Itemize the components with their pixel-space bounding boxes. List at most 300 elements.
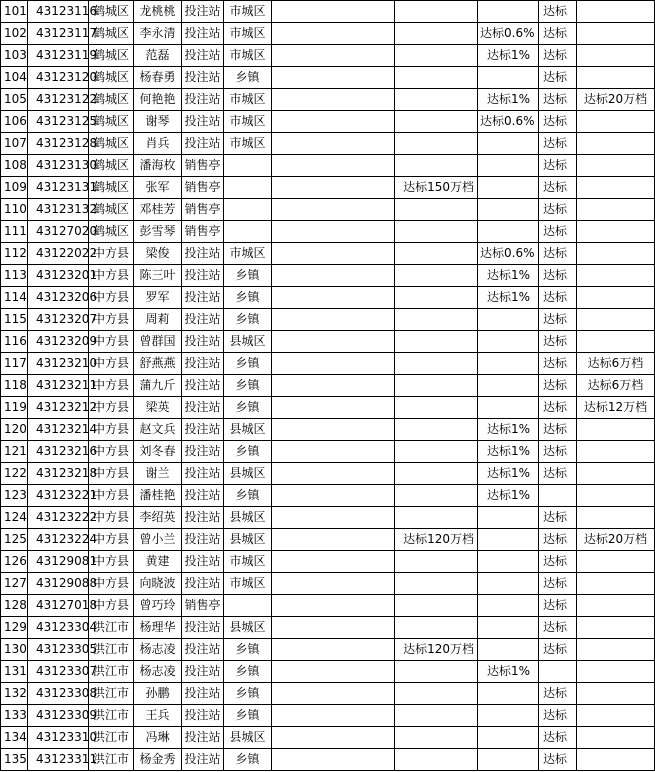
rate-cell: 达标1% — [478, 661, 539, 683]
area-cell — [224, 221, 272, 243]
station-type-cell: 投注站 — [182, 419, 224, 441]
sales-tier-cell — [395, 353, 478, 375]
area-cell: 乡镇 — [224, 485, 272, 507]
status-cell: 达标 — [539, 441, 577, 463]
sales-tier-cell — [395, 683, 478, 705]
station-id-cell: 43122022 — [28, 243, 89, 265]
rate-cell: 达标1% — [478, 287, 539, 309]
bonus-tier-cell — [577, 661, 655, 683]
status-cell: 达标 — [539, 353, 577, 375]
area-cell: 市城区 — [224, 551, 272, 573]
blank-cell — [272, 551, 395, 573]
blank-cell — [272, 375, 395, 397]
area-cell: 乡镇 — [224, 661, 272, 683]
blank-cell — [272, 155, 395, 177]
table-row — [1, 265, 655, 287]
station-id-cell: 43123206 — [28, 287, 89, 309]
blank-cell — [272, 441, 395, 463]
area-cell: 乡镇 — [224, 639, 272, 661]
district-cell: 中方县 — [89, 463, 134, 485]
rate-cell — [478, 507, 539, 529]
station-type-cell: 投注站 — [182, 727, 224, 749]
row-number-cell: 115 — [1, 309, 28, 331]
status-cell: 达标 — [539, 89, 577, 111]
row-number-cell: 124 — [1, 507, 28, 529]
sales-tier-cell — [395, 111, 478, 133]
bonus-tier-cell — [577, 265, 655, 287]
owner-name-cell: 张军 — [134, 177, 182, 199]
station-type-cell: 销售亭 — [182, 595, 224, 617]
row-number-cell: 133 — [1, 705, 28, 727]
status-cell — [539, 661, 577, 683]
district-cell: 中方县 — [89, 529, 134, 551]
station-type-cell: 投注站 — [182, 331, 224, 353]
district-cell: 鹤城区 — [89, 133, 134, 155]
blank-cell — [272, 133, 395, 155]
blank-cell — [272, 111, 395, 133]
area-cell: 县城区 — [224, 727, 272, 749]
owner-name-cell: 李永清 — [134, 23, 182, 45]
rate-cell: 达标1% — [478, 45, 539, 67]
blank-cell — [272, 727, 395, 749]
row-number-cell: 110 — [1, 199, 28, 221]
station-type-cell: 投注站 — [182, 441, 224, 463]
table-row — [1, 1, 655, 23]
station-id-cell: 43123210 — [28, 353, 89, 375]
area-cell — [224, 595, 272, 617]
owner-name-cell: 陈三叶 — [134, 265, 182, 287]
sales-tier-cell — [395, 595, 478, 617]
station-id-cell: 43123122 — [28, 89, 89, 111]
bonus-tier-cell — [577, 155, 655, 177]
station-id-cell: 43123207 — [28, 309, 89, 331]
sales-tier-cell — [395, 133, 478, 155]
rate-cell: 达标1% — [478, 485, 539, 507]
owner-name-cell: 王兵 — [134, 705, 182, 727]
station-type-cell: 销售亭 — [182, 221, 224, 243]
area-cell: 乡镇 — [224, 705, 272, 727]
rate-cell — [478, 529, 539, 551]
district-cell: 中方县 — [89, 287, 134, 309]
district-cell: 洪江市 — [89, 617, 134, 639]
owner-name-cell: 杨志凌 — [134, 661, 182, 683]
status-cell: 达标 — [539, 749, 577, 771]
sales-tier-cell — [395, 45, 478, 67]
blank-cell — [272, 353, 395, 375]
station-id-cell: 43123304 — [28, 617, 89, 639]
sales-tier-cell — [395, 89, 478, 111]
row-number-cell: 130 — [1, 639, 28, 661]
rate-cell — [478, 397, 539, 419]
status-cell: 达标 — [539, 397, 577, 419]
district-cell: 鹤城区 — [89, 1, 134, 23]
bonus-tier-cell — [577, 551, 655, 573]
rate-cell — [478, 551, 539, 573]
bonus-tier-cell — [577, 221, 655, 243]
row-number-cell: 106 — [1, 111, 28, 133]
table-row — [1, 705, 655, 727]
blank-cell — [272, 221, 395, 243]
row-number-cell: 112 — [1, 243, 28, 265]
owner-name-cell: 梁英 — [134, 397, 182, 419]
station-type-cell: 投注站 — [182, 507, 224, 529]
sales-tier-cell — [395, 199, 478, 221]
district-cell: 中方县 — [89, 507, 134, 529]
table-row — [1, 155, 655, 177]
area-cell: 县城区 — [224, 331, 272, 353]
status-cell: 达标 — [539, 727, 577, 749]
sales-tier-cell: 达标120万档 — [395, 639, 478, 661]
area-cell: 县城区 — [224, 463, 272, 485]
blank-cell — [272, 67, 395, 89]
status-cell: 达标 — [539, 463, 577, 485]
status-cell: 达标 — [539, 331, 577, 353]
owner-name-cell: 范磊 — [134, 45, 182, 67]
row-number-cell: 117 — [1, 353, 28, 375]
bonus-tier-cell — [577, 199, 655, 221]
station-id-cell: 43123132 — [28, 199, 89, 221]
station-type-cell: 投注站 — [182, 573, 224, 595]
station-id-cell: 43123307 — [28, 661, 89, 683]
owner-name-cell: 曾巧玲 — [134, 595, 182, 617]
district-cell: 洪江市 — [89, 639, 134, 661]
station-type-cell: 投注站 — [182, 529, 224, 551]
bonus-tier-cell — [577, 243, 655, 265]
district-cell: 中方县 — [89, 485, 134, 507]
blank-cell — [272, 485, 395, 507]
blank-cell — [272, 617, 395, 639]
owner-name-cell: 曾小兰 — [134, 529, 182, 551]
sales-tier-cell — [395, 375, 478, 397]
blank-cell — [272, 331, 395, 353]
sales-tier-cell — [395, 705, 478, 727]
owner-name-cell: 周莉 — [134, 309, 182, 331]
bonus-tier-cell — [577, 287, 655, 309]
table-row — [1, 551, 655, 573]
sales-tier-cell — [395, 331, 478, 353]
district-cell: 中方县 — [89, 265, 134, 287]
row-number-cell: 109 — [1, 177, 28, 199]
rate-cell — [478, 155, 539, 177]
blank-cell — [272, 507, 395, 529]
status-cell: 达标 — [539, 705, 577, 727]
bonus-tier-cell: 达标20万档 — [577, 529, 655, 551]
table-row — [1, 419, 655, 441]
station-id-cell: 43123116 — [28, 1, 89, 23]
table-row — [1, 353, 655, 375]
station-id-cell: 43129088 — [28, 573, 89, 595]
station-id-cell: 43123209 — [28, 331, 89, 353]
owner-name-cell: 舒燕燕 — [134, 353, 182, 375]
district-cell: 鹤城区 — [89, 221, 134, 243]
table-row — [1, 749, 655, 771]
station-id-cell: 43123224 — [28, 529, 89, 551]
bonus-tier-cell — [577, 727, 655, 749]
row-number-cell: 108 — [1, 155, 28, 177]
table-body — [1, 1, 655, 771]
status-cell: 达标 — [539, 221, 577, 243]
table-row — [1, 639, 655, 661]
rate-cell — [478, 727, 539, 749]
table-row — [1, 727, 655, 749]
status-cell: 达标 — [539, 375, 577, 397]
table-row — [1, 573, 655, 595]
blank-cell — [272, 177, 395, 199]
rate-cell — [478, 1, 539, 23]
rate-cell — [478, 639, 539, 661]
sales-tier-cell — [395, 617, 478, 639]
rate-cell: 达标1% — [478, 419, 539, 441]
station-type-cell: 投注站 — [182, 397, 224, 419]
area-cell: 市城区 — [224, 1, 272, 23]
owner-name-cell: 曾群国 — [134, 331, 182, 353]
table-row — [1, 199, 655, 221]
table-row — [1, 441, 655, 463]
owner-name-cell: 龙桃桃 — [134, 1, 182, 23]
station-type-cell: 投注站 — [182, 45, 224, 67]
status-cell: 达标 — [539, 309, 577, 331]
status-cell: 达标 — [539, 265, 577, 287]
station-type-cell: 投注站 — [182, 111, 224, 133]
bonus-tier-cell — [577, 331, 655, 353]
station-id-cell: 43123310 — [28, 727, 89, 749]
area-cell: 市城区 — [224, 573, 272, 595]
blank-cell — [272, 1, 395, 23]
status-cell: 达标 — [539, 243, 577, 265]
row-number-cell: 121 — [1, 441, 28, 463]
station-type-cell: 投注站 — [182, 265, 224, 287]
owner-name-cell: 潘桂艳 — [134, 485, 182, 507]
station-id-cell: 43123311 — [28, 749, 89, 771]
bonus-tier-cell — [577, 705, 655, 727]
status-cell: 达标 — [539, 1, 577, 23]
bonus-tier-cell — [577, 45, 655, 67]
district-cell: 中方县 — [89, 397, 134, 419]
table-row — [1, 45, 655, 67]
status-cell: 达标 — [539, 419, 577, 441]
bonus-tier-cell — [577, 177, 655, 199]
table-row — [1, 133, 655, 155]
bonus-tier-cell: 达标12万档 — [577, 397, 655, 419]
station-id-cell: 43123212 — [28, 397, 89, 419]
sales-tier-cell — [395, 551, 478, 573]
table-row — [1, 177, 655, 199]
station-id-cell: 43123120 — [28, 67, 89, 89]
table-row — [1, 463, 655, 485]
row-number-cell: 119 — [1, 397, 28, 419]
area-cell: 县城区 — [224, 507, 272, 529]
rate-cell: 达标1% — [478, 265, 539, 287]
owner-name-cell: 孙鹏 — [134, 683, 182, 705]
bonus-tier-cell — [577, 595, 655, 617]
area-cell: 县城区 — [224, 419, 272, 441]
area-cell: 乡镇 — [224, 441, 272, 463]
station-type-cell: 投注站 — [182, 1, 224, 23]
rate-cell — [478, 595, 539, 617]
blank-cell — [272, 265, 395, 287]
station-type-cell: 投注站 — [182, 661, 224, 683]
station-id-cell: 43123117 — [28, 23, 89, 45]
rate-cell: 达标1% — [478, 441, 539, 463]
blank-cell — [272, 419, 395, 441]
bonus-tier-cell — [577, 617, 655, 639]
rate-cell — [478, 617, 539, 639]
station-type-cell: 投注站 — [182, 287, 224, 309]
sales-tier-cell — [395, 221, 478, 243]
rate-cell — [478, 573, 539, 595]
station-id-cell: 43123130 — [28, 155, 89, 177]
blank-cell — [272, 639, 395, 661]
district-cell: 中方县 — [89, 551, 134, 573]
blank-cell — [272, 683, 395, 705]
owner-name-cell: 梁俊 — [134, 243, 182, 265]
blank-cell — [272, 463, 395, 485]
owner-name-cell: 谢琴 — [134, 111, 182, 133]
station-id-cell: 43123221 — [28, 485, 89, 507]
sales-tier-cell — [395, 419, 478, 441]
owner-name-cell: 杨春勇 — [134, 67, 182, 89]
district-cell: 中方县 — [89, 375, 134, 397]
bonus-tier-cell — [577, 639, 655, 661]
row-number-cell: 111 — [1, 221, 28, 243]
district-cell: 洪江市 — [89, 705, 134, 727]
blank-cell — [272, 23, 395, 45]
status-cell: 达标 — [539, 287, 577, 309]
station-type-cell: 投注站 — [182, 133, 224, 155]
rate-cell: 达标1% — [478, 463, 539, 485]
station-id-cell: 43123308 — [28, 683, 89, 705]
sales-tier-cell: 达标150万档 — [395, 177, 478, 199]
row-number-cell: 118 — [1, 375, 28, 397]
district-cell: 中方县 — [89, 353, 134, 375]
owner-name-cell: 何艳艳 — [134, 89, 182, 111]
district-cell: 中方县 — [89, 573, 134, 595]
blank-cell — [272, 243, 395, 265]
blank-cell — [272, 661, 395, 683]
blank-cell — [272, 397, 395, 419]
station-type-cell: 投注站 — [182, 23, 224, 45]
district-cell: 中方县 — [89, 441, 134, 463]
row-number-cell: 107 — [1, 133, 28, 155]
station-id-cell: 43123222 — [28, 507, 89, 529]
status-cell: 达标 — [539, 199, 577, 221]
table-row — [1, 287, 655, 309]
sales-tier-cell — [395, 727, 478, 749]
rate-cell — [478, 331, 539, 353]
table-row — [1, 331, 655, 353]
table-row — [1, 529, 655, 551]
status-cell: 达标 — [539, 155, 577, 177]
row-number-cell: 125 — [1, 529, 28, 551]
area-cell: 市城区 — [224, 89, 272, 111]
station-id-cell: 43123131 — [28, 177, 89, 199]
bonus-tier-cell — [577, 683, 655, 705]
rate-cell — [478, 309, 539, 331]
status-cell: 达标 — [539, 45, 577, 67]
sales-tier-cell — [395, 23, 478, 45]
district-cell: 洪江市 — [89, 749, 134, 771]
station-type-cell: 投注站 — [182, 617, 224, 639]
district-cell: 鹤城区 — [89, 23, 134, 45]
owner-name-cell: 潘海枚 — [134, 155, 182, 177]
blank-cell — [272, 309, 395, 331]
sales-tier-cell — [395, 1, 478, 23]
district-cell: 鹤城区 — [89, 155, 134, 177]
station-type-cell: 投注站 — [182, 375, 224, 397]
status-cell: 达标 — [539, 133, 577, 155]
table-row — [1, 309, 655, 331]
table-row — [1, 683, 655, 705]
station-id-cell: 43123125 — [28, 111, 89, 133]
sales-tier-cell — [395, 155, 478, 177]
row-number-cell: 123 — [1, 485, 28, 507]
status-cell: 达标 — [539, 507, 577, 529]
owner-name-cell: 邓桂芳 — [134, 199, 182, 221]
row-number-cell: 126 — [1, 551, 28, 573]
area-cell: 乡镇 — [224, 309, 272, 331]
row-number-cell: 132 — [1, 683, 28, 705]
area-cell: 乡镇 — [224, 67, 272, 89]
area-cell: 乡镇 — [224, 353, 272, 375]
sales-tier-cell — [395, 749, 478, 771]
status-cell: 达标 — [539, 23, 577, 45]
table-row — [1, 111, 655, 133]
bonus-tier-cell — [577, 463, 655, 485]
owner-name-cell: 谢兰 — [134, 463, 182, 485]
owner-name-cell: 彭雪琴 — [134, 221, 182, 243]
district-cell: 中方县 — [89, 331, 134, 353]
rate-cell: 达标0.6% — [478, 111, 539, 133]
district-cell: 洪江市 — [89, 683, 134, 705]
sales-tier-cell — [395, 67, 478, 89]
table-row — [1, 485, 655, 507]
station-id-cell: 43123128 — [28, 133, 89, 155]
bonus-tier-cell — [577, 111, 655, 133]
bonus-tier-cell — [577, 573, 655, 595]
sales-tier-cell — [395, 309, 478, 331]
table-row — [1, 397, 655, 419]
table-row — [1, 375, 655, 397]
station-id-cell: 43127020 — [28, 221, 89, 243]
district-cell: 中方县 — [89, 243, 134, 265]
area-cell: 市城区 — [224, 23, 272, 45]
owner-name-cell: 杨金秀 — [134, 749, 182, 771]
blank-cell — [272, 749, 395, 771]
blank-cell — [272, 573, 395, 595]
row-number-cell: 113 — [1, 265, 28, 287]
row-number-cell: 129 — [1, 617, 28, 639]
rate-cell — [478, 353, 539, 375]
district-cell: 洪江市 — [89, 661, 134, 683]
blank-cell — [272, 705, 395, 727]
bonus-tier-cell — [577, 485, 655, 507]
table-row — [1, 89, 655, 111]
area-cell: 乡镇 — [224, 265, 272, 287]
station-type-cell: 投注站 — [182, 67, 224, 89]
station-id-cell: 43129081 — [28, 551, 89, 573]
rate-cell — [478, 133, 539, 155]
row-number-cell: 105 — [1, 89, 28, 111]
sales-tier-cell — [395, 463, 478, 485]
district-cell: 洪江市 — [89, 727, 134, 749]
sales-tier-cell — [395, 573, 478, 595]
table-row — [1, 661, 655, 683]
table-row — [1, 67, 655, 89]
area-cell: 乡镇 — [224, 749, 272, 771]
district-cell: 鹤城区 — [89, 89, 134, 111]
sales-tier-cell — [395, 441, 478, 463]
bonus-tier-cell — [577, 23, 655, 45]
